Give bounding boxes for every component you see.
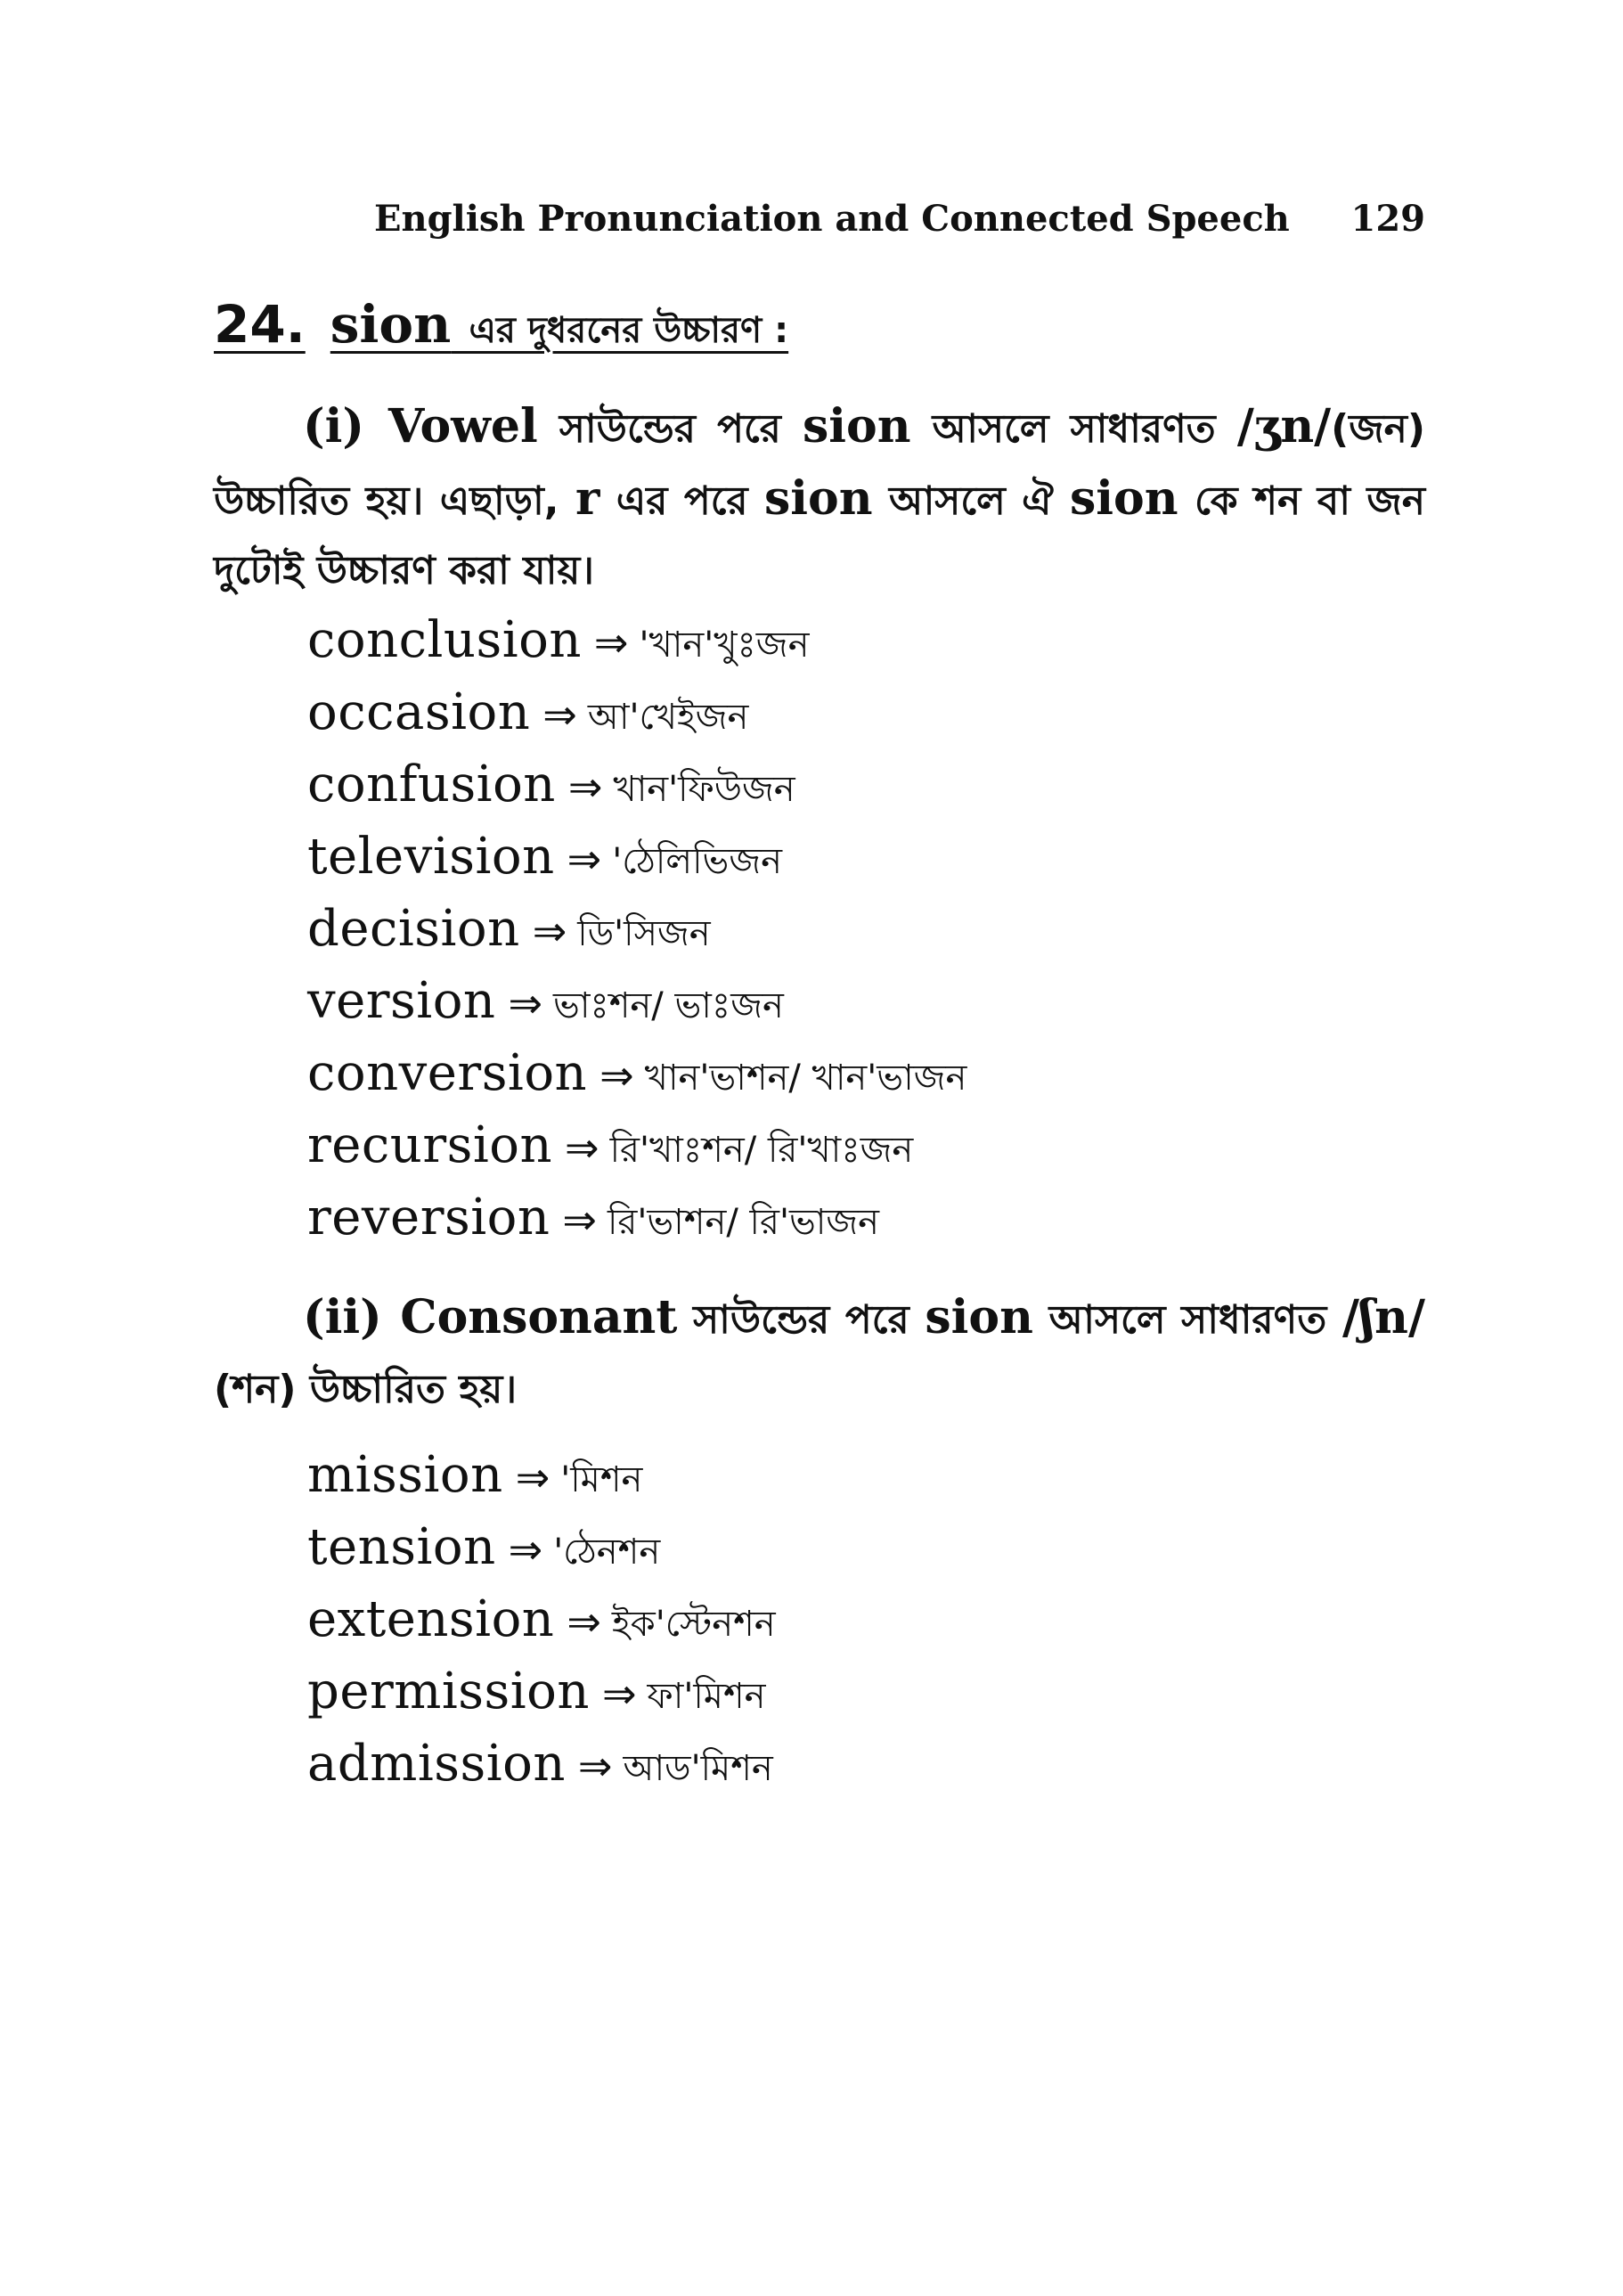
implies-arrow-icon: ⇒ [542,690,577,739]
running-head [374,198,1425,251]
pronunciation: ডি'সিজন [577,913,711,954]
section-heading-rest: এর দুধরনের উচ্চারণ : [469,310,789,351]
list-item [307,1181,966,1254]
para1-text-1: সাউন্ডের পরে [537,406,803,452]
paragraph-consonant [214,1283,1425,1425]
list-item [307,821,966,893]
example-word: occasion [307,683,531,741]
pronunciation: 'খান'খুঃজন [639,625,810,666]
para1-sion-3: sion [1070,471,1179,526]
vowel-example-list [307,604,966,1254]
pronunciation: 'ঠেলিভিজন [612,841,782,882]
para1-ipa: /ʒn/ [1236,399,1332,453]
running-head-title: English Pronunciation and Connected Speech [374,198,1290,240]
example-word: decision [307,900,520,958]
implies-arrow-icon: ⇒ [599,1051,634,1099]
pronunciation: রি'ভাশন/ রি'ভাজন [607,1202,880,1243]
example-word: conversion [307,1044,588,1102]
para1-label: (i) Vowel [303,399,538,453]
para2-sion: sion [925,1290,1033,1344]
list-item [307,1728,776,1800]
pronunciation: 'ঠেনশন [553,1532,661,1573]
example-word: recursion [307,1116,553,1174]
section-heading [214,294,788,362]
example-word: mission [307,1446,503,1504]
list-item [307,1583,776,1655]
implies-arrow-icon: ⇒ [532,907,567,955]
list-item [307,1511,776,1583]
implies-arrow-icon: ⇒ [565,1123,599,1172]
implies-arrow-icon: ⇒ [601,1670,637,1718]
para1-text-4: এর পরে [599,478,765,524]
list-item [307,748,966,821]
list-item [307,965,966,1037]
implies-arrow-icon: ⇒ [593,618,629,666]
list-item [307,604,966,676]
pronunciation: 'মিশন [560,1459,643,1500]
para2-label: (ii) Consonant [303,1290,678,1344]
list-item [307,893,966,965]
example-word: conclusion [307,611,582,669]
list-item [307,1109,966,1181]
example-word: confusion [307,756,556,813]
para1-text-5: আসলে ঐ [872,478,1070,524]
pronunciation: ইক'স্টেনশন [611,1604,776,1645]
para2-text-2: আসলে সাধারণত [1032,1297,1342,1343]
implies-arrow-icon: ⇒ [515,1453,551,1501]
implies-arrow-icon: ⇒ [567,835,602,883]
implies-arrow-icon: ⇒ [562,1196,597,1244]
example-word: reversion [307,1189,551,1246]
para1-sion-2: sion [764,471,873,526]
implies-arrow-icon: ⇒ [508,979,543,1027]
pronunciation: ফা'মিশন [647,1676,766,1717]
pronunciation: খান'ফিউজন [613,769,795,810]
implies-arrow-icon: ⇒ [577,1742,613,1790]
section-number: 24. [214,294,306,355]
implies-arrow-icon: ⇒ [567,763,603,811]
list-item [307,1439,776,1511]
example-word: permission [307,1663,590,1720]
page-number: 129 [1350,198,1425,240]
para1-sion-1: sion [802,399,911,453]
example-word: tension [307,1518,496,1576]
list-item [307,676,966,748]
para2-text-1: সাউন্ডের পরে [677,1297,926,1343]
para2-ipa: /ʃn/ [1342,1290,1425,1344]
pronunciation: ভাঃশন/ ভাঃজন [553,985,784,1026]
pronunciation: খান'ভাশন/ খান'ভাজন [644,1058,967,1099]
section-keyword: sion [330,294,452,355]
para1-text-3: (জন) উচ্চারিত হয়। এছাড়া, [214,406,1425,524]
pronunciation: রি'খাঃশন/ রি'খাঃজন [609,1130,914,1171]
consonant-example-list [307,1439,776,1800]
para1-text-2: আসলে সাধারণত [910,406,1237,452]
implies-arrow-icon: ⇒ [567,1597,601,1646]
implies-arrow-icon: ⇒ [508,1525,543,1573]
example-word: extension [307,1590,555,1648]
list-item [307,1037,966,1109]
para2-text-3: (শন) উচ্চারিত হয়। [214,1367,518,1412]
pronunciation: আড'মিশন [623,1748,773,1789]
list-item [307,1655,776,1728]
para1-text-6: কে শন বা জন দুটোই উচ্চারণ করা যায়। [214,478,1425,593]
para1-r: r [575,471,600,526]
example-word: version [307,972,496,1030]
example-word: admission [307,1735,566,1793]
example-word: television [307,828,555,886]
pronunciation: আ'খেইজন [587,697,749,738]
paragraph-vowel [214,392,1425,606]
